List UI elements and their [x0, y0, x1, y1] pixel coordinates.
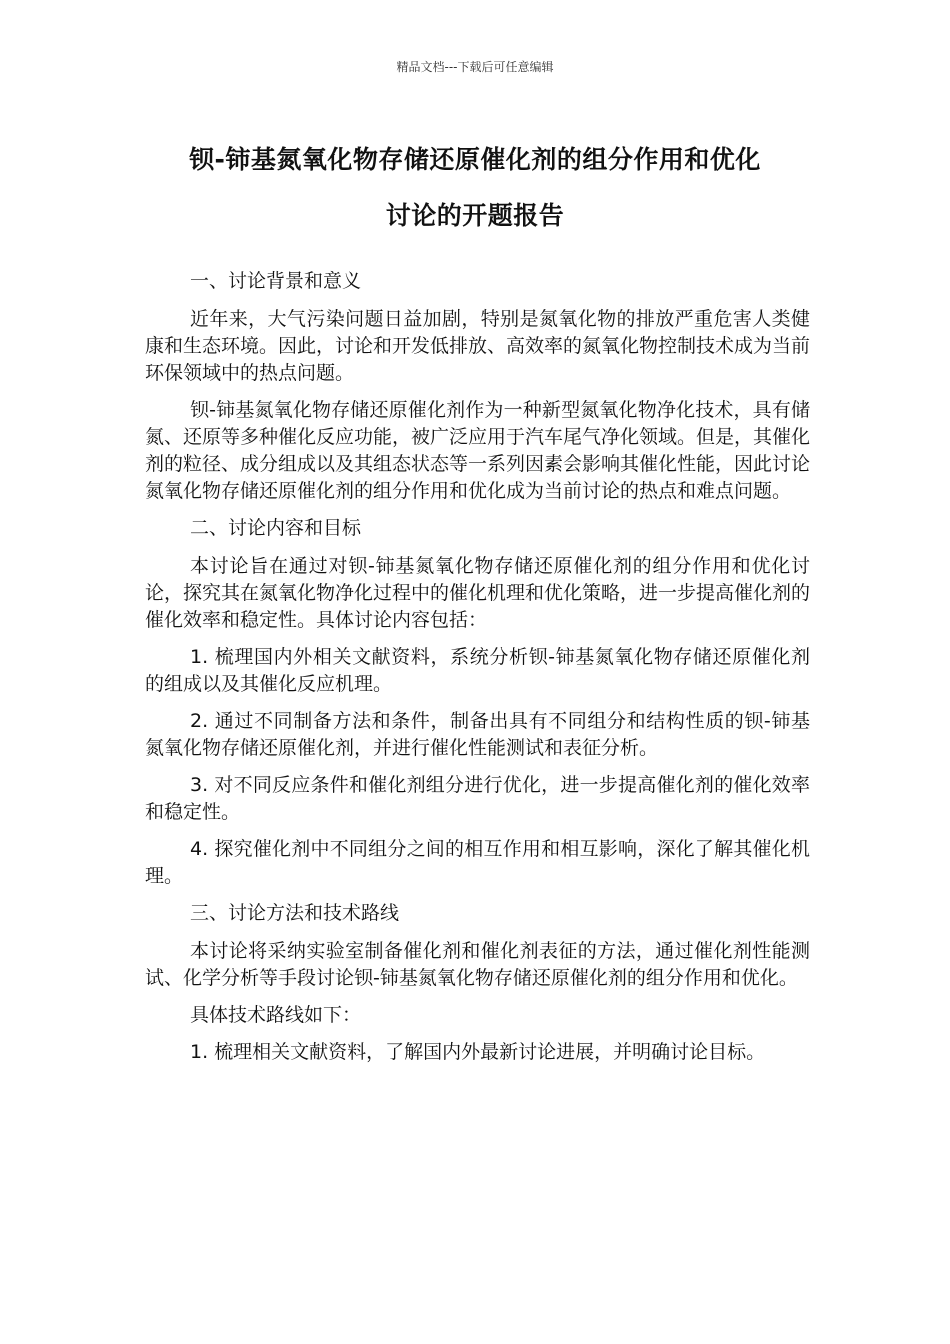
paragraph: 本讨论将采纳实验室制备催化剂和催化剂表征的方法，通过催化剂性能测试、化学分析等手段讨论钡-铈基氮氧化物存储还原催化剂的组分作用和优化。	[145, 940, 810, 989]
document-title-line-1: 钡-铈基氮氧化物存储还原催化剂的组分作用和优化	[189, 145, 761, 174]
document-title-line-2: 讨论的开题报告	[385, 201, 565, 230]
paragraph: 钡-铈基氮氧化物存储还原催化剂作为一种新型氮氧化物净化技术，具有储氮、还原等多种催化反应功能，被广泛应用于汽车尾气净化领域。但是，其催化剂的粒径、成分组成以及其组态状态等一系列因素会影响其催化性能，因此讨论氮氧化物存储还原催化剂的组分作用和优化成为当前讨论的热点和难点问题。	[145, 399, 811, 502]
list-item: 4. 探究催化剂中不同组分之间的相互作用和相互影响，深化了解其催化机理。	[145, 838, 810, 887]
section-heading-content: 二、讨论内容和目标	[190, 517, 362, 539]
list-item: 1. 梳理相关文献资料，了解国内外最新讨论进展，并明确讨论目标。	[190, 1041, 766, 1063]
section-heading-method: 三、讨论方法和技术路线	[190, 902, 400, 924]
section-heading-background: 一、讨论背景和意义	[190, 270, 362, 292]
list-item: 2. 通过不同制备方法和条件，制备出具有不同组分和结构性质的钡-铈基氮氧化物存储还原催化剂，并进行催化性能测试和表征分析。	[145, 710, 810, 759]
paragraph: 近年来，大气污染问题日益加剧，特别是氮氧化物的排放严重危害人类健康和生态环境。因此，讨论和开发低排放、高效率的氮氧化物控制技术成为当前环保领域中的热点问题。	[145, 308, 811, 384]
paragraph: 具体技术路线如下：	[190, 1004, 362, 1026]
document-body	[145, 268, 810, 1076]
list-item: 1. 梳理国内外相关文献资料，系统分析钡-铈基氮氧化物存储还原催化剂的组成以及其催化反应机理。	[145, 646, 810, 695]
header-note: 精品文档---下载后可任意编辑	[396, 60, 554, 74]
list-item: 3. 对不同反应条件和催化剂组分进行优化，进一步提高催化剂的催化效率和稳定性。	[145, 774, 810, 823]
paragraph: 本讨论旨在通过对钡-铈基氮氧化物存储还原催化剂的组分作用和优化讨论，探究其在氮氧化物净化过程中的催化机理和优化策略，进一步提高催化剂的催化效率和稳定性。具体讨论内容包括：	[145, 555, 811, 631]
